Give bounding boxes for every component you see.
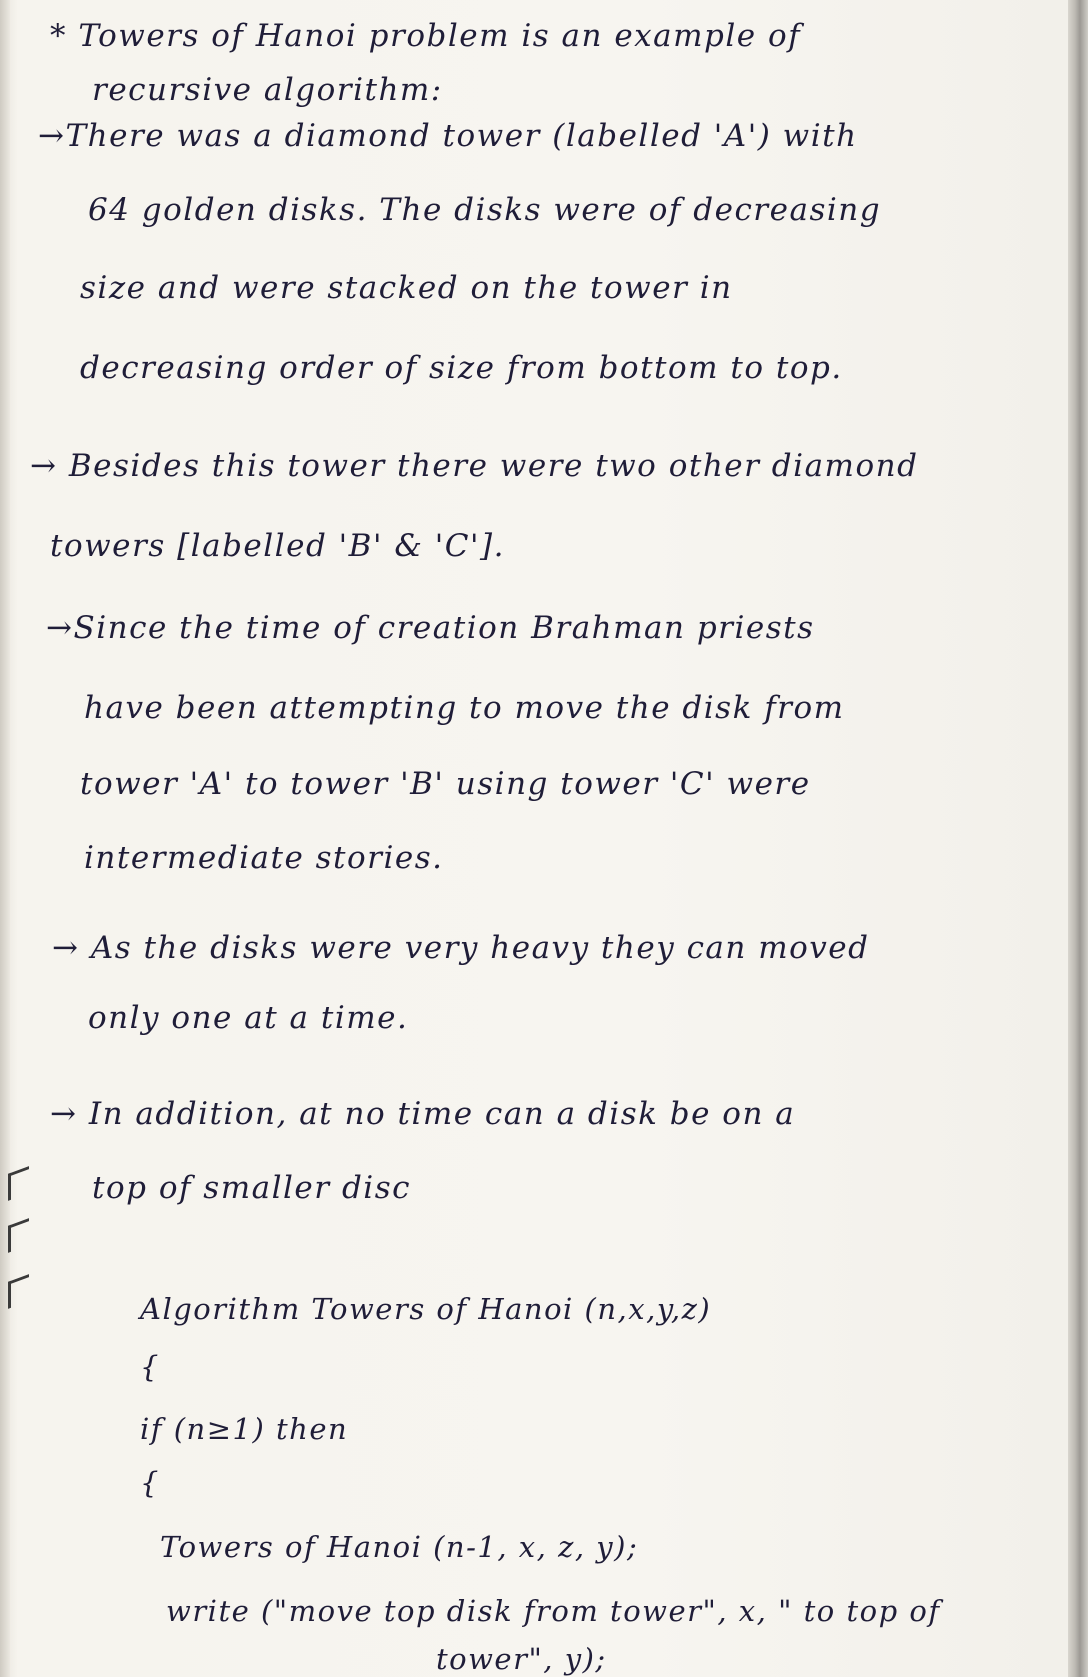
- algorithm-line: {: [140, 1350, 160, 1384]
- note-line: → Besides this tower there were two other diamond: [30, 448, 919, 484]
- note-line: →Since the time of creation Brahman priests: [46, 610, 815, 646]
- note-line: top of smaller disc: [92, 1170, 411, 1206]
- note-line: intermediate stories.: [84, 840, 444, 876]
- note-line: →There was a diamond tower (labelled 'A') with: [38, 118, 858, 154]
- note-line: → In addition, at no time can a disk be on a: [50, 1096, 796, 1132]
- note-line: * Towers of Hanoi problem is an example of: [50, 18, 802, 54]
- algorithm-line: write ("move top disk from tower", x, " to top of: [166, 1594, 941, 1628]
- note-line: towers [labelled 'B' & 'C'].: [50, 528, 505, 564]
- note-line: size and were stacked on the tower in: [80, 270, 733, 306]
- note-line: recursive algorithm:: [92, 72, 443, 108]
- algorithm-line: tower", y);: [436, 1642, 607, 1676]
- note-line: → As the disks were very heavy they can moved: [52, 930, 870, 966]
- algorithm-line: if (n≥1) then: [140, 1412, 349, 1446]
- note-line: have been attempting to move the disk from: [84, 690, 845, 726]
- algorithm-line: Towers of Hanoi (n-1, x, z, y);: [160, 1530, 639, 1564]
- page-binding: [0, 0, 10, 1677]
- margin-mark: [8, 1274, 29, 1309]
- margin-mark: [8, 1166, 29, 1201]
- margin-mark: [8, 1218, 29, 1253]
- note-line: only one at a time.: [88, 1000, 409, 1036]
- note-line: tower 'A' to tower 'B' using tower 'C' were: [80, 766, 811, 802]
- algorithm-line: {: [140, 1466, 160, 1500]
- note-line: decreasing order of size from bottom to top.: [80, 350, 843, 386]
- algorithm-line: Algorithm Towers of Hanoi (n,x,y,z): [140, 1292, 712, 1326]
- note-line: 64 golden disks. The disks were of decreasing: [88, 192, 882, 228]
- page-edge: [1068, 0, 1088, 1677]
